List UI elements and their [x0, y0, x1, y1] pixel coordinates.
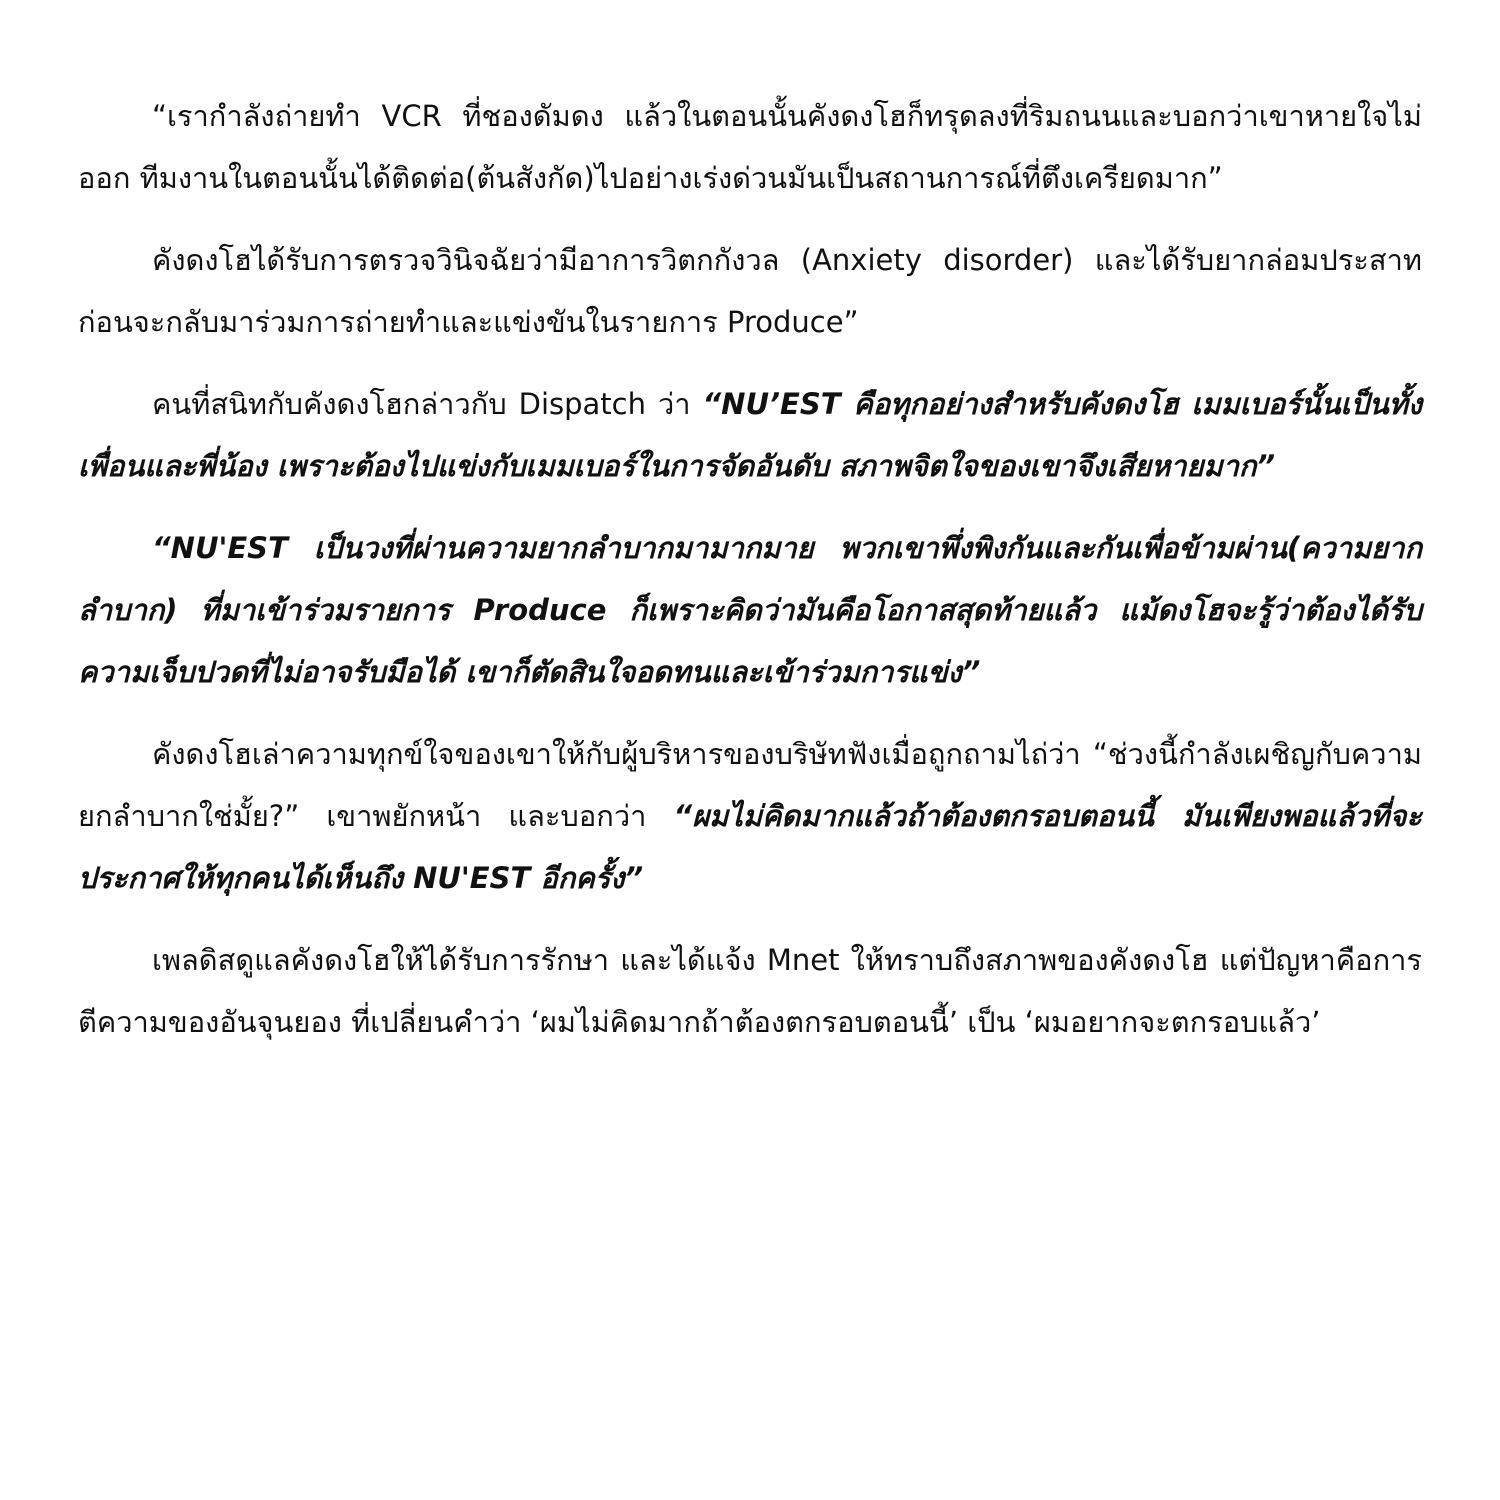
paragraph-pledis-mnet — [78, 929, 1422, 1053]
paragraph-diagnosis — [78, 229, 1422, 353]
paragraph-text: เพลดิสดูแลคังดงโฮให้ได้รับการรักษา และได้แจ้ง Mnet ให้ทราบถึงสภาพของคังดงโฮ แต่ปัญหาคือการตีความของอันจุนยอง ที่เปลี่ยนคำว่า ‘ผมไม่คิดมากถ้าต้องตกรอบตอนนี้’ เป็น ‘ผมอยากจะตกรอบแล้ว’ — [78, 943, 1422, 1039]
paragraph-executive-talk — [78, 723, 1422, 909]
paragraph-text: “เรากำลังถ่ายทำ VCR ที่ชองดัมดง แล้วในตอนนั้นคังดงโฮก็ทรุดลงที่ริมถนนและบอกว่าเขาหายใจไม่ออก ทีมงานในตอนนั้นได้ติดต่อ(ต้นสังกัด)ไปอย่างเร่งด่วนมันเป็นสถานการณ์ที่ตึงเครียดมาก” — [78, 99, 1422, 195]
paragraph-close-friend — [78, 373, 1422, 497]
emphasized-quote: “NU’EST คือทุกอย่างสำหรับคังดงโฮ เมมเบอร์นั้นเป็นทั้งเพื่อนและพี่น้อง เพราะต้องไปแข่งกับเมมเบอร์ในการจัดอันดับ สภาพจิตใจของเขาจึงเสียหายมาก” — [78, 387, 1422, 483]
paragraph-text: คนที่สนิทกับคังดงโฮกล่าวกับ Dispatch ว่า — [152, 387, 703, 421]
paragraph-text: คังดงโฮได้รับการตรวจวินิจฉัยว่ามีอาการวิตกกังวล (Anxiety disorder) และได้รับยากล่อมประสาทก่อนจะกลับมาร่วมการถ่ายทำและแข่งขันในรายการ Produce” — [78, 243, 1422, 339]
paragraph-nuest-quote — [78, 517, 1422, 703]
document-page — [78, 85, 1422, 1073]
paragraph-vcr-incident — [78, 85, 1422, 209]
emphasized-quote: “ผมไม่คิดมากแล้วถ้าต้องตกรอบตอนนี้ มันเพียงพอแล้วที่จะประกาศให้ทุกคนได้เห็นถึง NU'EST อีกครั้ง” — [78, 799, 1422, 895]
emphasized-quote: “NU'EST เป็นวงที่ผ่านความยากลำบากมามากมาย พวกเขาพึ่งพิงกันและกันเพื่อข้ามผ่าน(ความยากลำบาก) ที่มาเข้าร่วมรายการ Produce ก็เพราะคิดว่ามันคือโอกาสสุดท้ายแล้ว แม้ดงโฮจะรู้ว่าต้องได้รับความเจ็บปวดที่ไม่อาจรับมือได้ เขาก็ตัดสินใจอดทนและเข้าร่วมการแข่ง” — [78, 531, 1422, 689]
paragraph-text: คังดงโฮเล่าความทุกข์ใจของเขาให้กับผู้บริหารของบริษัทฟังเมื่อถูกถามไถ่ว่า “ช่วงนี้กำลังเผชิญกับความยกลำบากใช่มั้ย?” เขาพยักหน้า และบอกว่า — [78, 737, 1422, 833]
